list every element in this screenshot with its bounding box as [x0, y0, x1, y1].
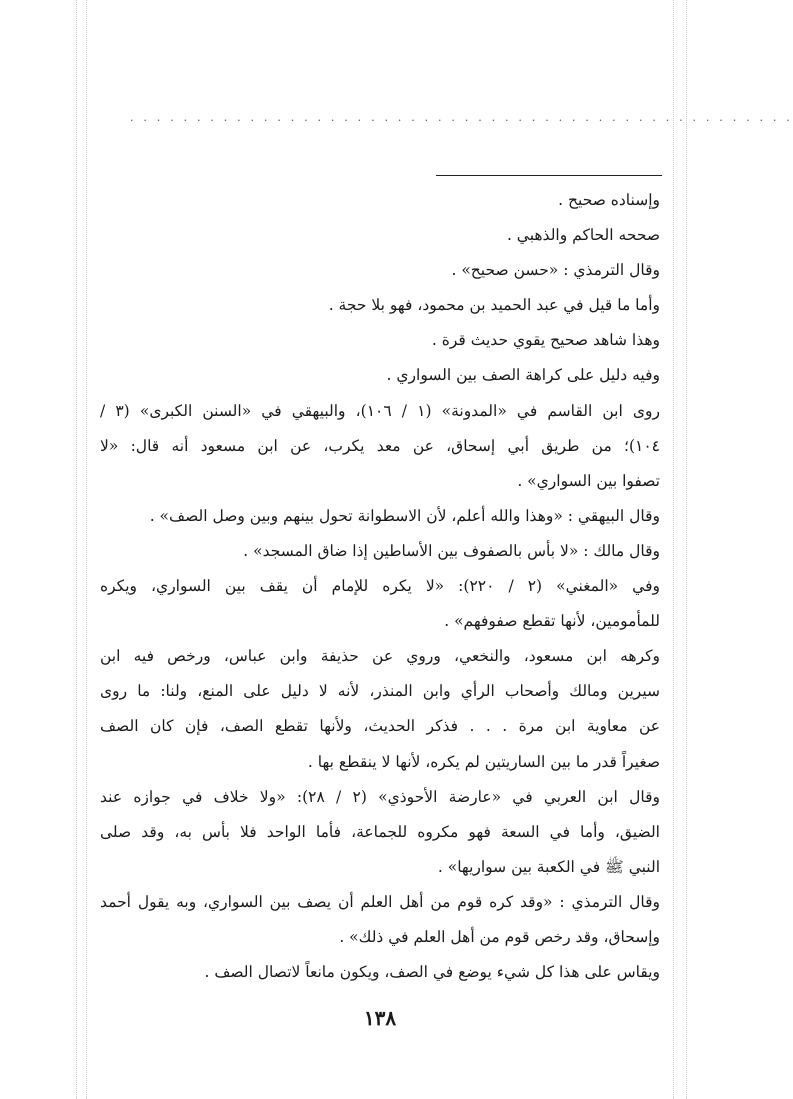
text-line: وكرهه ابن مسعود، والنخعي، وروي عن حذيفة وابن عباس، ورخص فيه ابن [100, 647, 660, 666]
text-line: عن معاوية ابن مرة . . . فذكر الحديث، ولأنها تقطع الصف، فإن كان الصف [100, 717, 660, 736]
page-body [100, 183, 660, 990]
scan-guide-line [686, 0, 687, 1099]
text-line: وأما ما قيل في عبد الحميد بن محمود، فهو بلا حجة . [328, 296, 660, 315]
text-line: وهذا شاهد صحيح يقوي حديث قرة . [431, 331, 660, 350]
text-line: وقال مالك : «لا بأس بالصفوف بين الأساطين إذا ضاق المسجد» . [243, 541, 660, 560]
text-line: وفيه دليل على كراهة الصف بين السواري . [386, 366, 660, 385]
text-line: الضيق، وأما في السعة فهو مكروه للجماعة، فأما الواحد فلا بأس به، وقد صلى [100, 822, 660, 841]
text-line: وإسناده صحيح . [558, 191, 660, 209]
text-line: للمأمومين، لأنها تقطع صفوفهم» . [444, 612, 660, 631]
page-number: ١٣٨ [363, 1006, 397, 1030]
text-line: صغيراً قدر ما بين الساريتين لم يكره، لأنها لا ينقطع بها . [307, 752, 660, 771]
scan-guide-line [76, 0, 77, 1099]
header-dotted-separator: . . . . . . . . . . . . . . . . . . . . . . . . . . . . . . . . . . . . . . . . . . . . . . . . . . [130, 111, 793, 124]
text-line: ١٠٤)؛ من طريق أبي إسحاق، عن معد يكرب، عن ابن مسعود أنه قال: «لا [100, 436, 660, 455]
scan-guide-line [673, 0, 674, 1099]
text-line: سيرين ومالك وأصحاب الرأي وابن المنذر، لأنه لا دليل على المنع، ولنا: ما روى [100, 682, 660, 701]
text-line: وقال الترمذي : «حسن صحيح» . [451, 261, 660, 280]
scan-guide-line [86, 0, 87, 1099]
text-line: ويقاس على هذا كل شيء يوضع في الصف، ويكون مانعاً لاتصال الصف . [204, 963, 660, 982]
text-line: روى ابن القاسم في «المدونة» (١ / ١٠٦)، والبيهقي في «السنن الكبرى» (٣ / [100, 401, 661, 420]
text-line: وفي «المغني» (٢ / ٢٢٠): «لا يكره للإمام أن يقف بين السواري، ويكره [100, 577, 660, 596]
text-line: تصفوا بين السواري» . [517, 471, 660, 490]
text-line: وقال ابن العربي في «عارضة الأحوذي» (٢ / ٢٨): «ولا خلاف في جوازه عند [100, 787, 660, 806]
text-line: النبي ﷺ في الكعبة بين سواريها» . [437, 857, 660, 876]
text-line: وقال البيهقي : «وهذا والله أعلم، لأن الاسطوانة تحول بينهم وبين وصل الصف» . [149, 506, 660, 525]
text-line: صححه الحاكم والذهبي . [506, 226, 660, 245]
text-line: وقال الترمذي : «وقد كره قوم من أهل العلم أن يصف بين السواري، وبه يقول أحمد [100, 892, 660, 911]
header-rule [436, 175, 662, 176]
text-line: وإسحاق، وقد رخص قوم من أهل العلم في ذلك» . [339, 927, 660, 946]
